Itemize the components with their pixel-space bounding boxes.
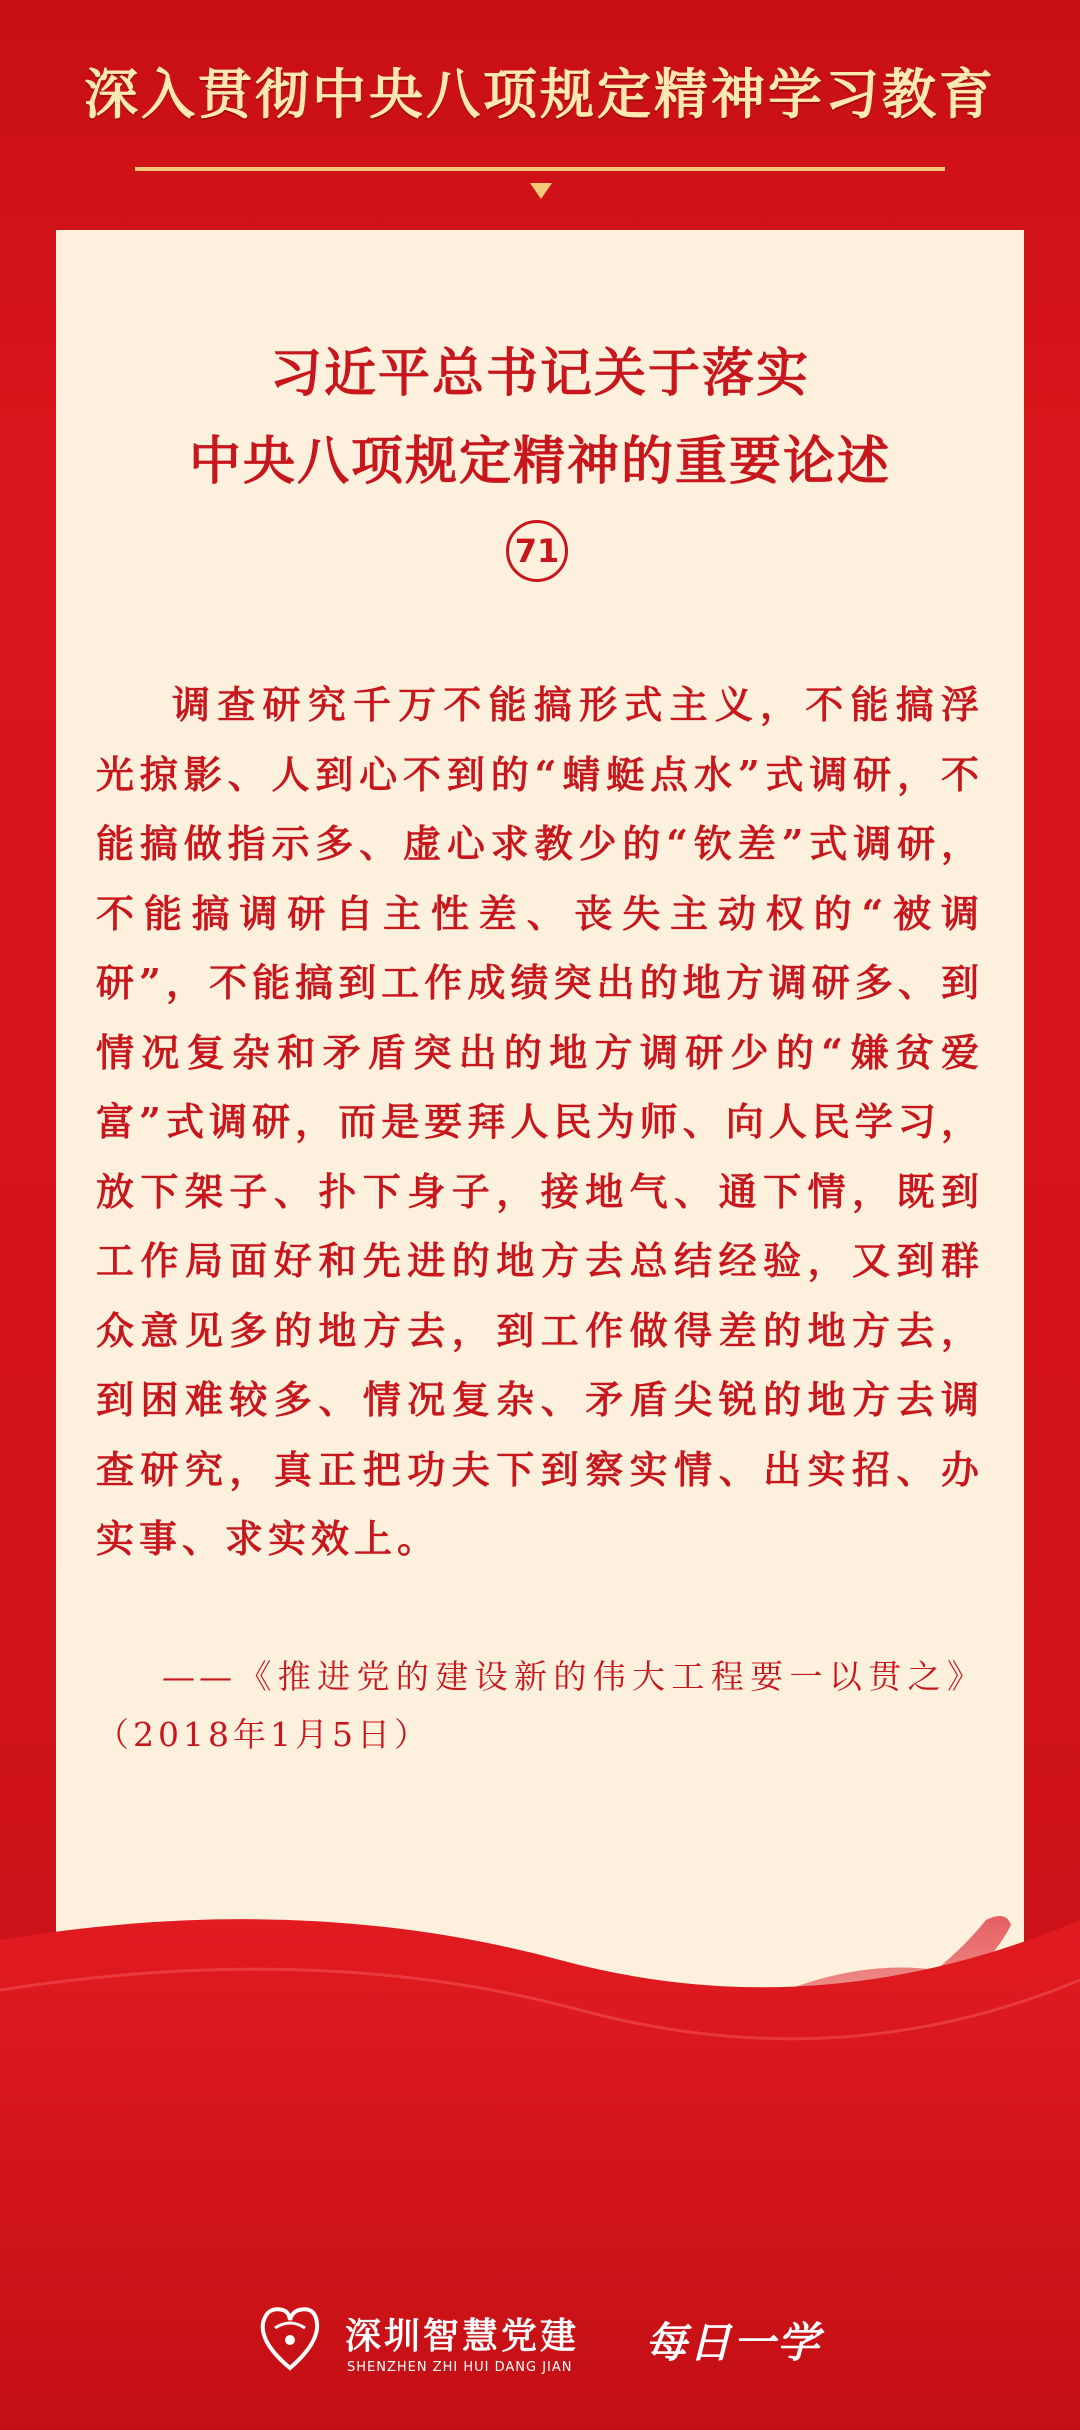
article-title-line1: 习近平总书记关于落实 [269, 343, 810, 404]
footer-slogan: 每日一学 [645, 2318, 822, 2367]
issue-number-badge: 71 [506, 520, 568, 582]
down-arrow-icon [530, 183, 552, 199]
footer-brand-name: 深圳智慧党建 [345, 2316, 580, 2357]
article-title [56, 330, 1024, 506]
header-divider [135, 167, 945, 171]
footer [0, 2280, 1080, 2430]
heart-logo-icon [255, 2298, 325, 2378]
article-title-line2: 中央八项规定精神的重要论述 [188, 431, 891, 492]
header-banner [0, 0, 1080, 240]
header-title: 深入贯彻中央八项规定精神学习教育 [84, 62, 996, 126]
footer-brand-english: SHENZHEN ZHI HUI DANG JIAN [347, 2360, 573, 2375]
article-source: ——《推进党的建设新的伟大工程要一以贯之》（2018年1月5日） [96, 1657, 984, 1754]
article-body: 调查研究千万不能搞形式主义，不能搞浮光掠影、人到心不到的“蜻蜓点水”式调研，不能搞做指示多、虚心求教少的“钦差”式调研，不能搞调研自主性差、丧失主动权的“被调研”，不能搞到工作成绩突出的地方调研多、到情况复杂和矛盾突出的地方调研少的“嫌贫爱富”式调研，而是要拜人民为师、向人民学习，放下架子、扑下身子，接地气、通下情，既到工作局面好和先进的地方去总结经验，又到群众意见多的地方去，到工作做得差的地方去，到困难较多、情况复杂、矛盾尖锐的地方去调查研究，真正把功夫下到察实情、出实招、办实事、求实效上。 [96, 682, 984, 1561]
